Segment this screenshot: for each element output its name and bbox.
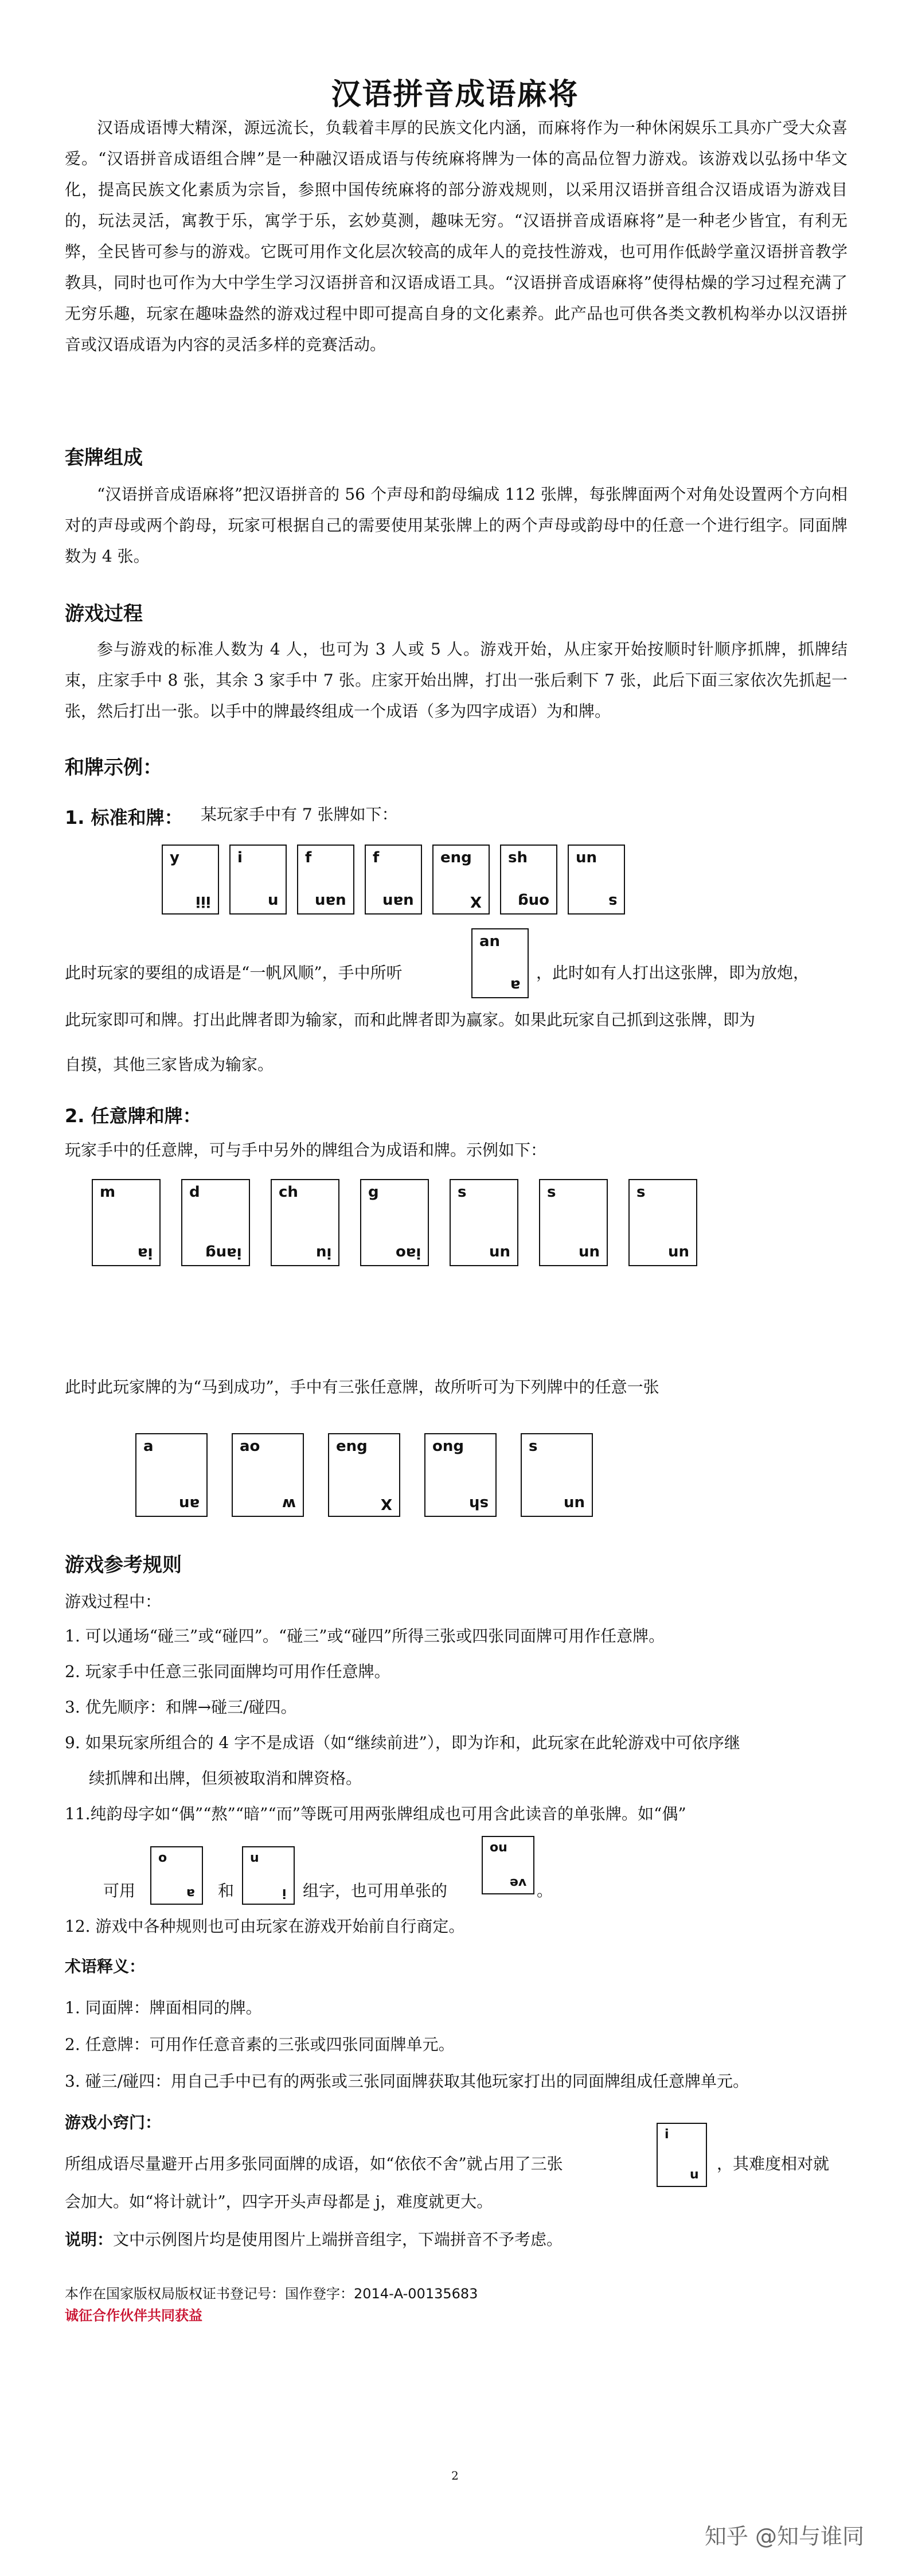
tile-bottom-pinyin: i [282,1886,287,1900]
tile-bottom-pinyin: iang [205,1244,242,1262]
mahjong-tile [657,2123,707,2187]
mahjong-tile [92,1179,161,1266]
note-label: 说明： [65,2230,114,2249]
tile-bottom-pinyin: uan [315,893,346,910]
rule-1: 1. 可以通场“碰三”或“碰四”。“碰三”或“碰四”所得三张或四张同面牌可用作任意牌。 [65,1626,665,1645]
mahjong-tile [181,1179,250,1266]
tile-bottom-pinyin: n [690,2168,699,2182]
mahjong-tile [271,1179,339,1266]
tile-top-pinyin: g [368,1184,379,1201]
mahjong-tile [539,1179,608,1266]
tile-bottom-pinyin: X [380,1495,392,1512]
mahjong-tile [150,1846,203,1905]
example1-intro: 某玩家手中有 7 张牌如下： [201,805,398,824]
tile-bottom-pinyin: un [563,1495,585,1512]
mahjong-tile [424,1433,497,1517]
rule-11-and-label: 和 [218,1881,235,1900]
tile-bottom-pinyin: uan [382,893,414,910]
tile-top-pinyin: s [458,1184,467,1201]
mahjong-tile [162,845,219,915]
example1-text-d: 自摸，其他三家皆成为输家。 [65,1055,274,1074]
tile-top-pinyin: eng [336,1438,368,1455]
tile-bottom-pinyin: iii [196,893,211,910]
heading-winning-examples: 和牌示例： [65,756,162,779]
tile-bottom-pinyin: X [470,893,482,910]
tile-bottom-pinyin: n [268,893,279,910]
tile-top-pinyin: m [100,1184,116,1201]
tile-top-pinyin: u [250,1851,259,1865]
tile-top-pinyin: an [479,933,501,950]
tile-top-pinyin: d [189,1184,200,1201]
tile-bottom-pinyin: w [282,1495,296,1512]
heading-tile-set: 套牌组成 [65,446,143,469]
mahjong-tile [628,1179,697,1266]
rule-11-mid-text: 组字，也可用单张的 [303,1881,448,1900]
intro-paragraph: 汉语成语博大精深，源远流长，负载着丰厚的民族文化内涵，而麻将作为一种休闲娱乐工具亦广受大众喜爱。“汉语拼音成语组合牌”是一种融汉语成语与传统麻将牌为一体的高品位智力游戏。该游戏以弘扬中华文化，提高民族文化素质为宗旨，参照中国传统麻将的部分游戏规则，以采用汉语拼音组合汉语成语为游戏目的，玩法灵活，寓教于乐，寓学于乐，玄妙莫测，趣味无穷。“汉语拼音成语麻将”是一种老少皆宜，有利无弊，全民皆可参与的游戏。它既可用作文化层次较高的成年人的竞技性游戏，也可用作低龄学童汉语拼音教学教具，同时也可作为大中学生学习汉语拼音和汉语成语工具。“汉语拼音成语麻将”使得枯燥的学习过程充满了无穷乐趣，玩家在趣味盎然的游戏过程中即可提高自身的文化素养。此产品也可供各类文教机构举办以汉语拼音或汉语成语为内容的灵活多样的竞赛活动。 [65,118,847,354]
tips-text-a: 所组成语尽量避开占用多张同面牌的成语，如“依依不舍”就占用了三张 [65,2154,563,2173]
tile-bottom-pinyin: a [510,976,521,994]
mahjong-tile [135,1433,208,1517]
example2-heading: 2. 任意牌和牌： [65,1105,201,1127]
copyright-line: 本作在国家版权局版权证书登记号：国作登字：2014-A-00135683 [65,2286,478,2302]
partners-line: 诚征合作伙伴共同获益 [65,2307,202,2324]
rule-11-end: 。 [537,1881,553,1900]
tile-top-pinyin: eng [440,849,472,866]
game-process-paragraph: 参与游戏的标准人数为 4 人，也可为 3 人或 5 人。游戏开始，从庄家开始按顺时针顺序抓牌，抓牌结束，庄家手中 8 张，其余 3 家手中 7 张。庄家开始出牌，打出一张后剩下 7 张，此后下面三家依次先抓起一张，然后打出一张。以手中的牌最终组成一个成语（多为四字成语）为和牌。 [65,640,847,721]
page-number: 2 [451,2469,459,2482]
mahjong-tile [328,1433,400,1517]
mahjong-tile [360,1179,429,1266]
tile-bottom-pinyin: sh [469,1495,489,1512]
page-title: 汉语拼音成语麻将 [331,77,579,112]
tile-top-pinyin: s [547,1184,556,1201]
rule-9-line1: 9. 如果玩家所组合的 4 字不是成语（如“继续前进”），即为诈和，此玩家在此轮游戏中可依序继 [65,1733,740,1752]
tile-bottom-pinyin: iu [315,1244,331,1262]
tile-top-pinyin: sh [508,849,528,866]
tile-top-pinyin: s [529,1438,538,1455]
example1-text-b: ，此时如有人打出这张牌，即为放炮， [536,963,810,982]
tile-top-pinyin: a [143,1438,154,1455]
tile-top-pinyin: f [373,849,380,866]
term-2: 2. 任意牌：可用作任意音素的三张或四张同面牌单元。 [65,2035,455,2054]
rule-2: 2. 玩家手中任意三张同面牌均可用作任意牌。 [65,1662,390,1681]
mahjong-tile [242,1846,295,1905]
tips-text-b: ，其难度相对就 [717,2154,830,2173]
tile-top-pinyin: ong [432,1438,464,1455]
term-1: 1. 同面牌：牌面相同的牌。 [65,1998,262,2017]
rule-11-use-label: 可用 [103,1881,136,1900]
example2-text: 此时此玩家牌的为“马到成功”，手中有三张任意牌，故所听可为下列牌中的任意一张 [65,1378,659,1396]
mahjong-tile [568,845,625,915]
tips-text-c: 会加大。如“将计就计”，四字开头声母都是 j，难度就更大。 [65,2192,493,2211]
mahjong-tile [232,1433,304,1517]
zhihu-watermark: 知乎 @知与谁同 [704,2524,864,2549]
tile-top-pinyin: y [170,849,179,866]
tile-bottom-pinyin: un [489,1244,510,1262]
example1-text-c: 此玩家即可和牌。打出此牌者即为输家，而和此牌者即为赢家。如果此玩家自己抓到这张牌，即为 [65,1010,756,1029]
mahjong-tile [297,845,354,915]
mahjong-tile [500,845,557,915]
tile-top-pinyin: s [636,1184,646,1201]
mahjong-tile [229,845,287,915]
mahjong-tile [432,845,490,915]
tile-top-pinyin: ou [490,1840,507,1855]
listen-tile [471,928,529,998]
tile-top-pinyin: i [665,2127,669,2142]
tile-bottom-pinyin: ve [509,1875,526,1890]
heading-game-process: 游戏过程 [65,602,143,625]
tile-bottom-pinyin: s [608,893,617,910]
tile-bottom-pinyin: iao [395,1244,421,1262]
tile-top-pinyin: o [158,1851,167,1865]
rule-3: 3. 优先顺序：和牌→碰三/碰四。 [65,1698,297,1717]
heading-terms: 术语释义： [65,1957,146,1976]
tile-bottom-pinyin: a [186,1886,195,1900]
mahjong-tile [521,1433,593,1517]
heading-tips: 游戏小窍门： [65,2113,162,2132]
rule-12: 12. 游戏中各种规则也可由玩家在游戏开始前自行商定。 [65,1917,465,1936]
tile-set-paragraph: “汉语拼音成语麻将”把汉语拼音的 56 个声母和韵母编成 112 张牌，每张牌面两个对角处设置两个方向相对的声母或两个韵母，玩家可根据自己的需要使用某张牌上的两个声母或韵母中的任意一个进行组字。同面牌数为 4 张。 [65,485,847,566]
tile-bottom-pinyin: an [178,1495,200,1512]
term-3: 3. 碰三/碰四：用自己手中已有的两张或三张同面牌获取其他玩家打出的同面牌组成任意牌单元。 [65,2072,749,2091]
tile-bottom-pinyin: un [578,1244,600,1262]
note-text: 文中示例图片均是使用图片上端拼音组字，下端拼音不予考虑。 [113,2230,563,2249]
example1-text-a: 此时玩家的要组的成语是“一帆风顺”，手中所听 [65,963,403,982]
tile-bottom-pinyin: ong [518,893,549,910]
rule-11-line1: 11.纯韵母字如“偶”“熬”“暗”“而”等既可用两张牌组成也可用含此读音的单张牌。如“偶” [65,1804,686,1823]
mahjong-tile [450,1179,518,1266]
tile-bottom-pinyin: un [667,1244,689,1262]
rules-lead: 游戏过程中： [65,1592,162,1611]
tile-top-pinyin: i [237,849,243,866]
tile-top-pinyin: f [305,849,312,866]
heading-reference-rules: 游戏参考规则 [65,1554,182,1577]
example2-intro: 玩家手中的任意牌，可与手中另外的牌组合为成语和牌。示例如下： [65,1141,547,1159]
tile-top-pinyin: un [576,849,597,866]
mahjong-tile [365,845,422,915]
tile-top-pinyin: ch [279,1184,298,1201]
tile-bottom-pinyin: ia [137,1244,153,1262]
tile-top-pinyin: ao [240,1438,260,1455]
rule-9-line2: 续抓牌和出牌，但须被取消和牌资格。 [89,1769,362,1788]
example1-heading: 1. 标准和牌： [65,807,183,828]
mahjong-tile [482,1836,534,1894]
